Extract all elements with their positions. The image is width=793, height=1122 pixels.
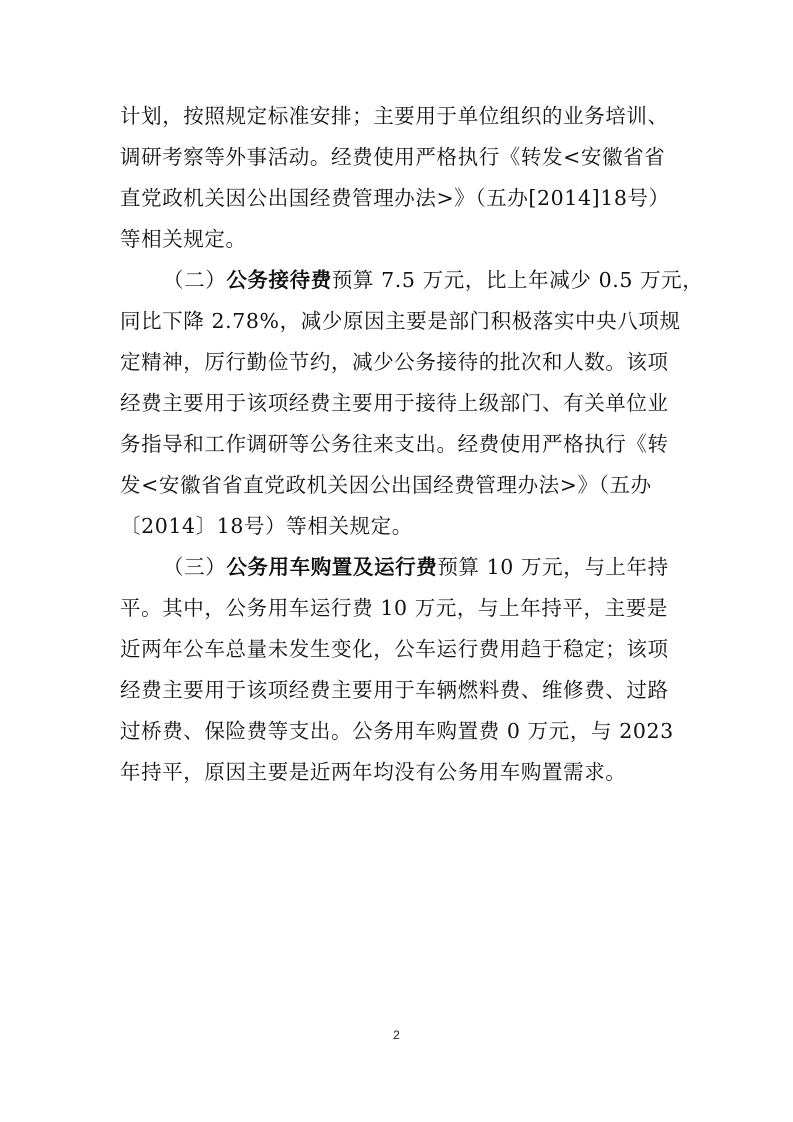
paragraph-3-line-4: 经费主要用于该项经费主要用于车辆燃料费、维修费、过路 <box>120 678 669 702</box>
paragraph-3-line-3: 近两年公车总量未发生变化，公车运行费用趋于稳定；该项 <box>120 637 669 661</box>
paragraph-2-line-1 <box>163 266 703 294</box>
paragraph-2-line-1-text: 预算 7.5 万元，比上年减少 0.5 万元， <box>331 268 704 292</box>
paragraph-2-line-7: 〔2014〕18号）等相关规定。 <box>120 514 413 538</box>
paragraph-2-line-4: 经费主要用于该项经费主要用于接待上级部门、有关单位业 <box>120 391 669 415</box>
paragraph-2-heading-number: （二） <box>163 268 227 292</box>
paragraph-2-line-2: 同比下降 2.78%，减少原因主要是部门积极落实中央八项规 <box>120 309 681 333</box>
paragraph-2-line-6: 发<安徽省省直党政机关因公出国经费管理办法>》（五办 <box>120 473 652 497</box>
paragraph-3-line-1-text: 预算 10 万元，与上年持 <box>437 555 669 579</box>
paragraph-1-line-4: 等相关规定。 <box>120 227 247 251</box>
paragraph-3-heading: 公务用车购置及运行费 <box>226 555 438 579</box>
paragraph-3-line-5: 过桥费、保险费等支出。公务用车购置费 0 万元，与 2023 <box>120 719 674 743</box>
paragraph-1-line-2: 调研考察等外事活动。经费使用严格执行《转发<安徽省省 <box>120 145 666 169</box>
paragraph-1-line-3: 直党政机关因公出国经费管理办法>》（五办[2014]18号） <box>120 186 670 210</box>
paragraph-3-line-6: 年持平，原因主要是近两年均没有公务用车购置需求。 <box>120 760 627 784</box>
paragraph-3-heading-number: （三） <box>163 555 227 579</box>
paragraph-2-line-5: 务指导和工作调研等公务往来支出。经费使用严格执行《转 <box>120 432 669 456</box>
paragraph-3-line-2: 平。其中，公务用车运行费 10 万元，与上年持平，主要是 <box>120 596 668 620</box>
paragraph-1-line-1: 计划，按照规定标准安排；主要用于单位组织的业务培训、 <box>120 104 669 128</box>
page-number: 2 <box>393 1028 400 1042</box>
paragraph-3-line-1 <box>163 553 669 581</box>
paragraph-2-line-3: 定精神，厉行勤俭节约，减少公务接待的批次和人数。该项 <box>120 350 669 374</box>
paragraph-2-heading: 公务接待费 <box>226 268 332 292</box>
